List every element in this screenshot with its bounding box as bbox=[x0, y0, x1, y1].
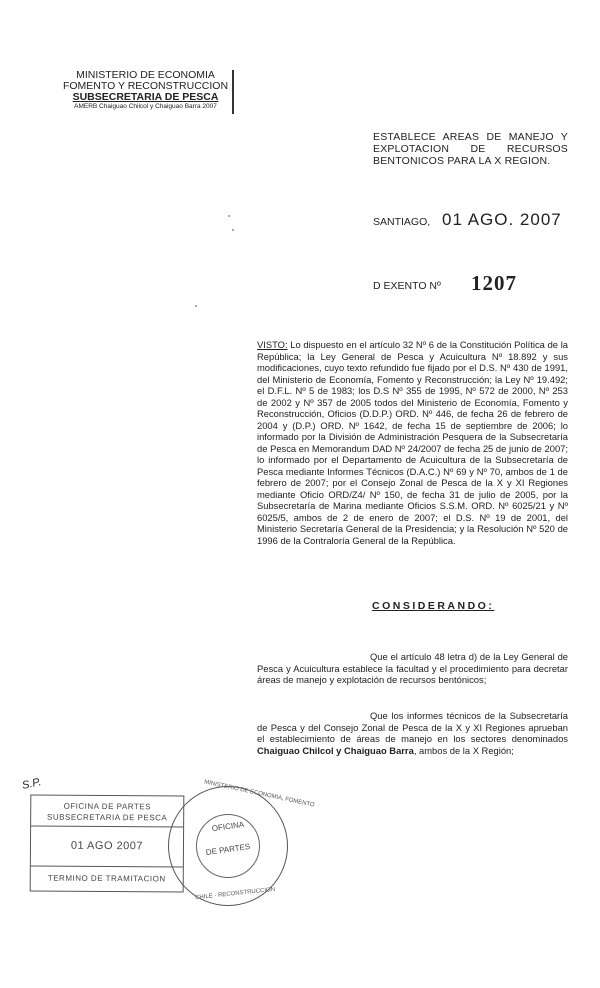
ministry-round-seal bbox=[168, 779, 315, 906]
paragraph-2-sector-names: Chaiguao Chilcol y Chaiguao Barra bbox=[257, 744, 414, 756]
letterhead-rule bbox=[232, 70, 234, 114]
paragraph-2-text-a: Que los informes técnicos de la Subsecretaría de Pesca y del Consejo Zonal de Pesca de la X y XI Regiones aprueban el establecimiento de áreas de manejo en los sectores denominados bbox=[257, 710, 568, 744]
paragraph-2-text-c: , ambos de la X Región; bbox=[413, 744, 514, 756]
letterhead bbox=[58, 70, 233, 111]
office-reception-stamp bbox=[30, 794, 185, 892]
visto-text: Lo dispuesto en el artículo 32 Nº 6 de la Constitución Política de la República; la Ley General de Pesca y Acuicultura Nº 18.892 y sus modificaciones, cuyo texto refundido fue fijado por el D.S. Nº 430 de 1991, del Ministerio de Economía, Fomento y Reconstrucción; la Ley Nº 19.492; el D.F.L. Nº 5 de 1983; los D.S Nº 355 de 1995, Nº 572 de 2000, Nº 253 de 2002 y Nº 357 de 2005 todos del Ministerio de Economía, Fomento y Reconstrucción, Oficios (D.D.P.) ORD. Nº 446, de fecha 26 de febrero de 2004 y (D.P.) ORD. Nº 1642, de fecha 15 de septiembre de 2006; lo informado por la División de Administración Pesquera de la Subsecretaría de Pesca en Memorandum DAD Nº 24/2007 de fecha 25 de junio de 2007; lo informado por el Departamento de Acuicultura de la Subsecretaría de Pesca mediante Informes Técnicos (D.A.C.) Nº 69 y Nº 70, ambos de 1 de febrero de 2007; por el Consejo Zonal de Pesca de la X y XI Regiones mediante Oficio ORD/Z4/ Nº 150, de fecha 31 de julio de 2005, por la Subsecretaría de Marina mediante Oficios S.S.M. ORD. Nº 6025/21 y Nº 6025/5, ambos de 2 de enero de 2007; el D.S. Nº 19 de 2001, del Ministerio Secretaría General de la Presidencia; y la Resolución Nº 520 de 1996 de la Contraloría General de la República. bbox=[257, 339, 568, 546]
seal-bottom-text: CHILE · RECONSTRUCCION bbox=[194, 886, 276, 902]
stamp-office-line1: OFICINA DE PARTES bbox=[63, 801, 151, 812]
visto-paragraph bbox=[257, 339, 568, 546]
issue-date: 01 AGO. 2007 bbox=[442, 210, 562, 229]
visto-label: VISTO: bbox=[257, 339, 288, 350]
document-subject: ESTABLECE AREAS DE MANEJO Y EXPLOTACION DE RECURSOS BENTONICOS PARA LA X REGION. bbox=[373, 131, 568, 167]
handwritten-initials: S.P. bbox=[20, 776, 43, 792]
considerando-heading: CONSIDERANDO: bbox=[372, 600, 495, 612]
decree-label: D EXENTO Nº bbox=[373, 280, 441, 292]
undersecretariat-name: SUBSECRETARIA DE PESCA bbox=[72, 91, 219, 103]
ministry-name-cont: FOMENTO Y RECONSTRUCCION bbox=[62, 80, 229, 92]
seal-center-line1: OFICINA bbox=[211, 819, 245, 834]
stamp-divider bbox=[31, 865, 183, 867]
considerando-paragraph-2 bbox=[257, 710, 568, 756]
considerando-paragraph-1 bbox=[257, 651, 568, 686]
seal-center-line2: DE PARTES bbox=[205, 841, 251, 858]
stamp-office-line2: SUBSECRETARIA DE PESCA bbox=[47, 812, 168, 823]
scan-speck bbox=[232, 229, 234, 231]
scan-speck bbox=[228, 215, 230, 217]
stamp-date: 01 AGO 2007 bbox=[70, 839, 144, 853]
document-reference: AMERB Chaiguao Chilcol y Chaiguao Barra 2007 bbox=[74, 103, 217, 110]
decree-number: 1207 bbox=[471, 271, 517, 295]
scan-speck bbox=[195, 305, 197, 307]
stamp-footer: TERMINO DE TRAMITACION bbox=[47, 873, 166, 884]
paragraph-1-text: Que el artículo 48 letra d) de la Ley General de Pesca y Acuicultura establece la facultad y el procedimiento para decretar áreas de manejo y explotación de recursos bentónicos; bbox=[257, 651, 568, 685]
ministry-name: MINISTERIO DE ECONOMIA bbox=[76, 69, 215, 81]
stamp-divider bbox=[31, 825, 183, 827]
seal-top-text: MINISTERIO DE ECONOMIA, FOMENTO bbox=[203, 779, 315, 809]
city-label: SANTIAGO, bbox=[373, 216, 431, 228]
